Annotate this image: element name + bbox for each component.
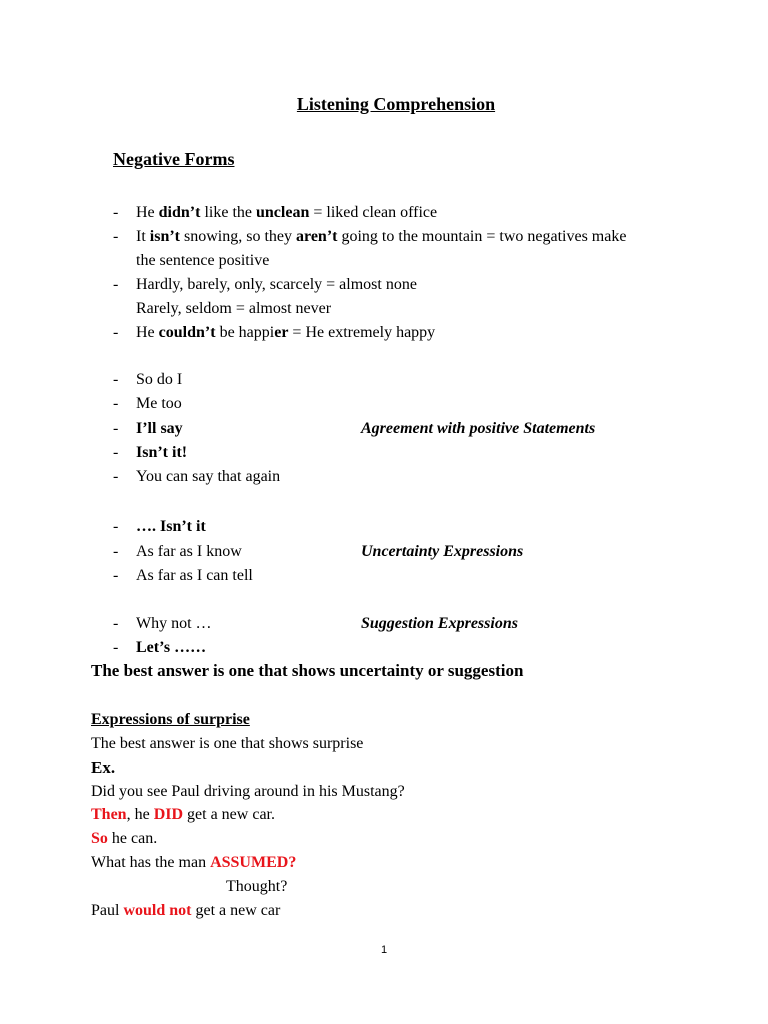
list-item: As far as I know — [136, 543, 242, 560]
list-item: It isn’t snowing, so they aren’t going to the mountain = two negatives make — [136, 228, 627, 245]
list-item: I’ll say — [136, 420, 183, 437]
list-item: Me too — [136, 395, 182, 412]
example-thought: Thought? — [226, 878, 288, 895]
surprise-heading: Expressions of surprise — [91, 711, 250, 728]
list-item: Why not … — [136, 615, 212, 632]
page-title: Listening Comprehension — [296, 94, 496, 114]
list-item: So do I — [136, 371, 183, 388]
list-item: You can say that again — [136, 468, 281, 485]
best-answer-note: The best answer is one that shows uncertainty or suggestion — [91, 661, 524, 680]
negative-forms-heading: Negative Forms — [113, 149, 235, 169]
example-answer: Paul would not get a new car — [91, 902, 281, 919]
list-item: Isn’t it! — [136, 444, 188, 461]
example-question-2: What has the man ASSUMED? — [91, 854, 297, 871]
example-question: Did you see Paul driving around in his Mustang? — [91, 783, 405, 800]
list-item-continuation: Rarely, seldom = almost never — [136, 300, 332, 317]
page-number: 1 — [380, 944, 388, 956]
example-label: Ex. — [91, 758, 116, 777]
example-response-1: Then, he DID get a new car. — [91, 806, 275, 823]
list-item: He didn’t like the unclean = liked clean office — [136, 204, 438, 221]
list-item: He couldn’t be happier = He extremely happy — [136, 324, 436, 341]
example-response-2: So he can. — [91, 830, 158, 847]
list-item: Let’s …… — [136, 639, 207, 656]
list-item: …. Isn’t it — [136, 518, 206, 535]
list-item-continuation: the sentence positive — [136, 252, 270, 269]
uncertainty-label: Uncertainty Expressions — [361, 543, 524, 560]
list-item: Hardly, barely, only, scarcely = almost none — [136, 276, 417, 293]
surprise-best-answer: The best answer is one that shows surprise — [91, 735, 364, 752]
suggestion-label: Suggestion Expressions — [361, 615, 518, 632]
list-item: As far as I can tell — [136, 567, 253, 584]
agreement-label: Agreement with positive Statements — [361, 420, 596, 437]
